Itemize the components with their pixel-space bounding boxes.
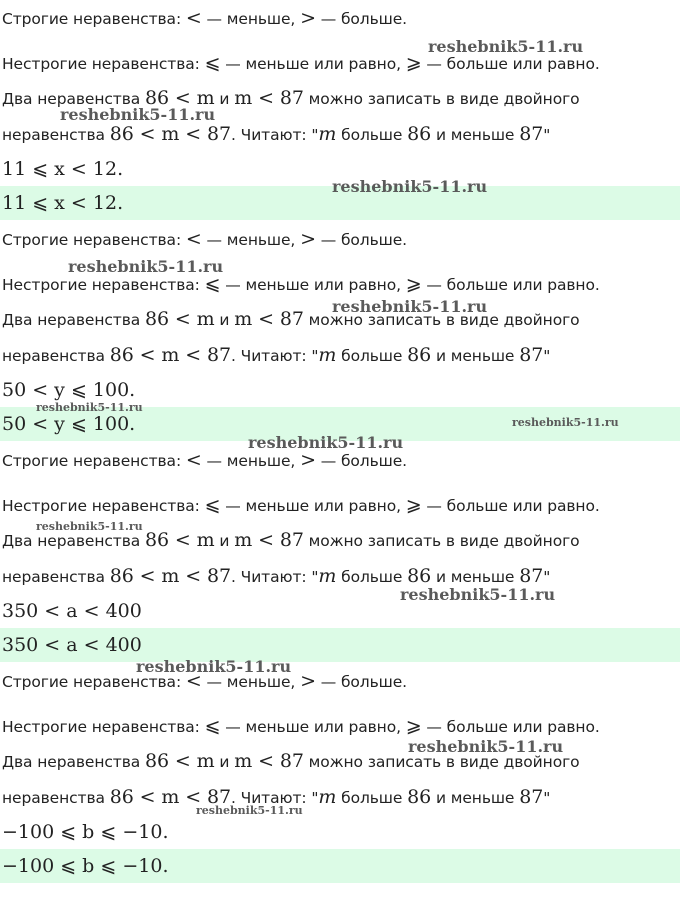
watermark: reshebnik5-11.ru (248, 433, 404, 452)
text: " (543, 789, 551, 807)
watermark: reshebnik5-11.ru (512, 416, 619, 429)
strict-definition (2, 8, 407, 29)
text: . Читают: " (231, 568, 319, 586)
watermark: reshebnik5-11.ru (136, 657, 292, 676)
nonstrict-definition (2, 53, 600, 74)
less-than-sign: < (185, 228, 202, 250)
math-expression: 86 < m < 87 (109, 123, 232, 145)
greater-or-equal-sign: ⩾ (405, 715, 422, 737)
strict-definition (2, 229, 407, 250)
text: и (214, 532, 235, 550)
double-inequality-line-2 (2, 345, 550, 366)
text: — больше или равно. (421, 55, 600, 73)
greater-than-sign: > (300, 670, 316, 692)
text: Два неравенства (2, 753, 145, 771)
text: неравенства (2, 347, 110, 365)
text: и меньше (431, 347, 520, 365)
strict-definition (2, 450, 407, 471)
text: Строгие неравенства: (2, 231, 186, 249)
math-expression: 86 < m (145, 308, 215, 330)
math-number: 86 (407, 123, 432, 145)
math-number: 87 (519, 565, 544, 587)
watermark: reshebnik5-11.ru (332, 177, 488, 196)
text: — меньше или равно, (220, 55, 406, 73)
text: можно записать в виде двойного (303, 311, 580, 329)
math-expression: 86 < m (145, 87, 215, 109)
text: " (543, 568, 551, 586)
greater-than-sign: > (300, 7, 316, 29)
less-or-equal-sign: ⩽ (204, 52, 221, 74)
task-expression: 350 < a < 400 (2, 600, 142, 622)
greater-than-sign: > (300, 228, 316, 250)
math-number: 87 (519, 786, 544, 808)
less-or-equal-sign: ⩽ (204, 494, 221, 516)
text: . Читают: " (231, 347, 319, 365)
watermark: reshebnik5-11.ru (36, 401, 143, 414)
text: Нестрогие неравенства: (2, 276, 205, 294)
math-expression: 86 < m (145, 750, 215, 772)
text: можно записать в виде двойного (303, 90, 580, 108)
answer-expression: 50 < y ⩽ 100. (2, 413, 136, 435)
answer-expression: −100 ⩽ b ⩽ −10. (2, 855, 169, 877)
text: Нестрогие неравенства: (2, 55, 205, 73)
text: больше (336, 568, 408, 586)
text: больше (336, 789, 408, 807)
text: и (214, 753, 235, 771)
math-variable: m (318, 123, 337, 145)
math-expression: 86 < m < 87 (109, 786, 232, 808)
text: и меньше (431, 126, 520, 144)
text: больше (336, 347, 408, 365)
double-inequality-line-1 (2, 530, 580, 551)
watermark: reshebnik5-11.ru (60, 105, 216, 124)
nonstrict-definition (2, 274, 600, 295)
text: больше (336, 126, 408, 144)
greater-or-equal-sign: ⩾ (405, 273, 422, 295)
watermark: reshebnik5-11.ru (196, 804, 303, 817)
text: — больше или равно. (421, 497, 600, 515)
watermark: reshebnik5-11.ru (36, 520, 143, 533)
text: Нестрогие неравенства: (2, 497, 205, 515)
text: — больше или равно. (421, 276, 600, 294)
math-number: 86 (407, 565, 432, 587)
watermark: reshebnik5-11.ru (428, 37, 584, 56)
math-number: 87 (519, 344, 544, 366)
watermark: reshebnik5-11.ru (408, 737, 564, 756)
text: Строгие неравенства: (2, 10, 186, 28)
math-expression: m < 87 (234, 750, 304, 772)
less-than-sign: < (185, 449, 202, 471)
text: неравенства (2, 568, 110, 586)
text: Два неравенства (2, 311, 145, 329)
answer-highlight (0, 849, 680, 883)
task-expression: 50 < y ⩽ 100. (2, 379, 136, 401)
text: — меньше, (201, 452, 301, 470)
less-than-sign: < (185, 7, 202, 29)
text: Два неравенства (2, 90, 145, 108)
text: Строгие неравенства: (2, 673, 186, 691)
answer-highlight (0, 628, 680, 662)
math-variable: m (318, 565, 337, 587)
watermark: reshebnik5-11.ru (68, 257, 224, 276)
text: — больше. (315, 231, 407, 249)
watermark: reshebnik5-11.ru (332, 297, 488, 316)
text: — меньше, (201, 231, 301, 249)
greater-or-equal-sign: ⩾ (405, 494, 422, 516)
task-expression: 11 ⩽ x < 12. (2, 158, 124, 180)
less-or-equal-sign: ⩽ (204, 715, 221, 737)
text: — меньше, (201, 673, 301, 691)
math-number: 86 (407, 786, 432, 808)
text: можно записать в виде двойного (303, 753, 580, 771)
double-inequality-line-2 (2, 124, 550, 145)
answer-expression: 350 < a < 400 (2, 634, 142, 656)
text: и меньше (431, 789, 520, 807)
text: — меньше или равно, (220, 276, 406, 294)
text: и (214, 311, 235, 329)
text: Нестрогие неравенства: (2, 718, 205, 736)
text: " (543, 126, 551, 144)
nonstrict-definition (2, 716, 600, 737)
text: Два неравенства (2, 532, 145, 550)
text: — больше. (315, 673, 407, 691)
text: . Читают: " (231, 789, 319, 807)
math-variable: m (318, 344, 337, 366)
math-expression: m < 87 (234, 87, 304, 109)
math-expression: 86 < m (145, 529, 215, 551)
task-expression: −100 ⩽ b ⩽ −10. (2, 821, 169, 843)
greater-than-sign: > (300, 449, 316, 471)
text: неравенства (2, 789, 110, 807)
text: Строгие неравенства: (2, 452, 186, 470)
math-number: 87 (519, 123, 544, 145)
text: — больше. (315, 10, 407, 28)
double-inequality-line-1 (2, 309, 580, 330)
text: — меньше, (201, 10, 301, 28)
math-number: 86 (407, 344, 432, 366)
text: — больше или равно. (421, 718, 600, 736)
watermark: reshebnik5-11.ru (400, 585, 556, 604)
nonstrict-definition (2, 495, 600, 516)
text: неравенства (2, 126, 110, 144)
less-or-equal-sign: ⩽ (204, 273, 221, 295)
answer-expression: 11 ⩽ x < 12. (2, 192, 124, 214)
math-variable: m (318, 786, 337, 808)
math-expression: m < 87 (234, 308, 304, 330)
math-expression: 86 < m < 87 (109, 565, 232, 587)
text: — меньше или равно, (220, 718, 406, 736)
text: и (214, 90, 235, 108)
text: можно записать в виде двойного (303, 532, 580, 550)
math-expression: 86 < m < 87 (109, 344, 232, 366)
text: . Читают: " (231, 126, 319, 144)
text: " (543, 347, 551, 365)
text: и меньше (431, 568, 520, 586)
math-expression: m < 87 (234, 529, 304, 551)
greater-or-equal-sign: ⩾ (405, 52, 422, 74)
text: — больше. (315, 452, 407, 470)
less-than-sign: < (185, 670, 202, 692)
double-inequality-line-2 (2, 566, 550, 587)
text: — меньше или равно, (220, 497, 406, 515)
